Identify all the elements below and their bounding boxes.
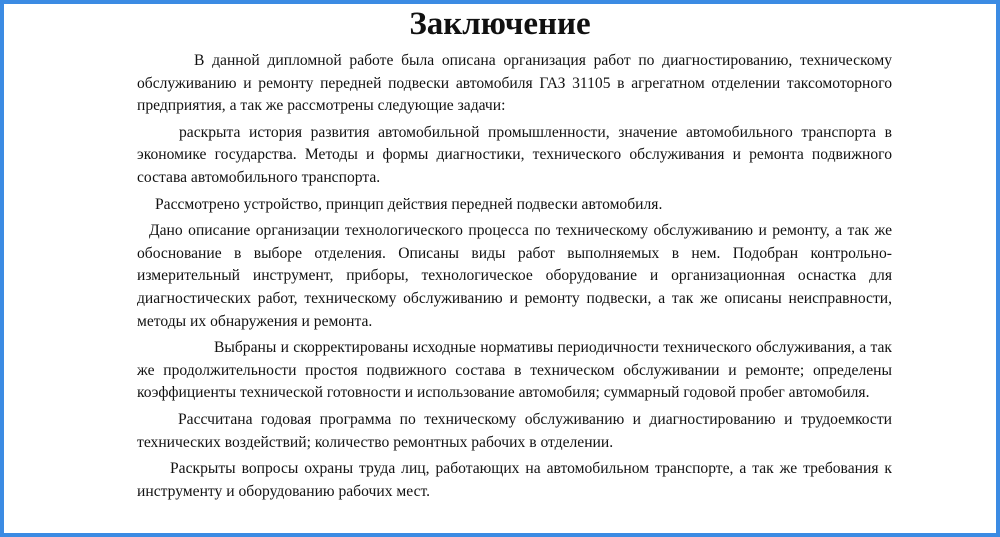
paragraph-labor-safety: Раскрыты вопросы охраны труда лиц, работающих на автомобильном транспорте, а так же требования к инструменту и оборудованию рабочих мест. [137,460,892,500]
paragraph-annual-program: Рассчитана годовая программа по техническому обслуживанию и диагностированию и трудоемкости технических воздействий; количество ремонтных рабочих в отделении. [137,410,892,451]
paragraph-suspension-design: Рассмотрено устройство, принцип действия передней подвески автомобиля. [155,195,663,213]
paragraph-history: раскрыта история развития автомобильной промышленности, значение автомобильного транспорта в экономике государства. Методы и формы диагностики, технического обслуживания и ремонта подвижного состава автомобильного транспорта. [137,123,892,186]
conclusion-body [137,50,892,507]
paragraph-process-organization: Дано описание организации технологического процесса по техническому обслуживанию и ремонту, а так же обоснование в выборе отделения. Описаны виды работ выполняемых в нем. Подобран контрольно-измерительный инструмент, приборы, технологическое оборудование и организационная оснастка для диагностических работ, техническому обслуживанию и ремонту подвески, а так же описаны неисправности, методы их обнаружения и ремонта. [137,222,892,330]
paragraph-standards: Выбраны и скорректированы исходные нормативы периодичности технического обслуживания, а так же продолжительности простоя подвижного состава в техническом обслуживании и ремонте; определены коэффициенты технической готовности и использование автомобиля; суммарный годовой пробег автомобиля. [137,339,892,402]
slide-title: Заключение [409,6,591,42]
paragraph-intro: В данной дипломной работе была описана организация работ по диагностированию, техническому обслуживанию и ремонту передней подвески автомобиля ГАЗ 31105 в агрегатном отделении таксомоторного предприятия, а так же рассмотрены следующие задачи: [137,52,892,115]
